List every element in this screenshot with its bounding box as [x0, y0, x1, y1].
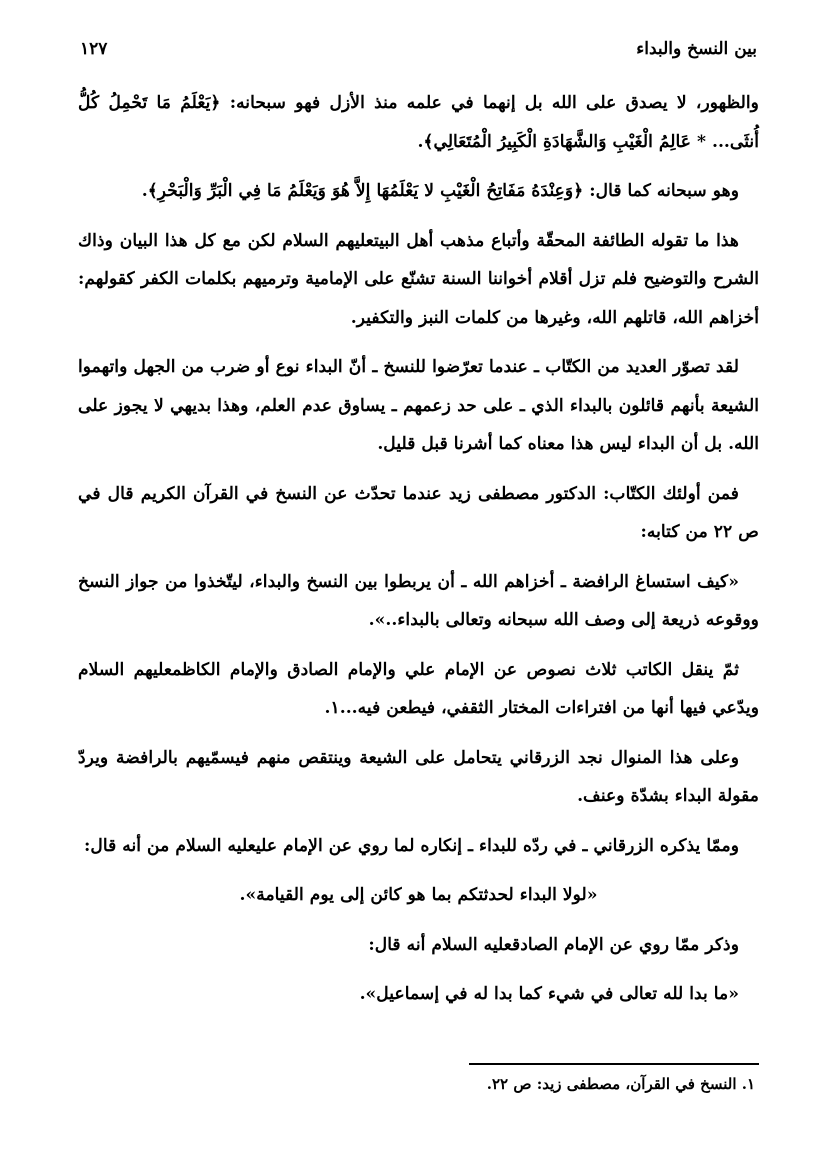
quote-1: «كيف استساغ الرافضة ـ أخزاهم الله ـ أن يربطوا بين النسخ والبداء، ليتّخذوا من جواز النسخ ووقوعه ذريعة إلى وصف الله سبحانه وتعالى بالبداء..».: [78, 571, 759, 630]
running-title: بين النسخ والبداء: [636, 39, 757, 59]
paragraph-3: هذا ما تقوله الطائفة المحقّة وأتباع مذهب أهل البيتعليهم السلام لكن مع كل هذا البيان وذاك الشرح والتوضيح فلم تزل أقلام أخواننا السنة تشنّع على الإمامية وترميهم بكلمات الكفر كقولهم: أخزاهم الله، قاتلهم الله، وغيرها من كلمات النبز والتكفير.: [78, 230, 759, 328]
footnote-divider: [469, 1063, 759, 1065]
main-text: [78, 84, 759, 1025]
paragraph-8: وممّا يذكره الزرقاني ـ في ردّه للبداء ـ إنكاره لما روي عن الإمام عليعليه السلام من أنه قال:: [84, 835, 739, 856]
quote-2: «لولا البداء لحدثتكم بما هو كائن إلى يوم القيامة».: [239, 885, 598, 905]
paragraph-4: لقد تصوّر العديد من الكتّاب ـ عندما تعرّضوا للنسخ ـ أنّ البداء نوع أو ضرب من الجهل واتهموا الشيعة بأنهم قائلون بالبداء الذي ـ على حد زعمهم ـ يساوق عدم العلم، وهذا بديهي لا يجوز على الله. بل أن البداء ليس هذا معناه كما أشرنا قبل قليل.: [78, 357, 759, 454]
paragraph-9: وذكر ممّا روي عن الإمام الصادقعليه السلام أنه قال:: [368, 934, 739, 955]
paragraph-1: والظهور، لا يصدق على الله بل إنهما في علمه منذ الأزل فهو سبحانه: ﴿يَعْلَمُ مَا تَحْمِلُ كُلُّ أُنثَى... * عَالِمُ الْغَيْبِ وَالشَّهَادَةِ الْكَبِيرُ الْمُتَعَالِي﴾.: [78, 93, 759, 152]
paragraph-5: فمن أولئك الكتّاب: الدكتور مصطفى زيد عندما تحدّث عن النسخ في القرآن الكريم قال في ص ٢٢ من كتابه:: [78, 483, 759, 542]
page-number: ١٢٧: [80, 39, 108, 59]
quote-3: «ما بدا لله تعالى في شيء كما بدا له في إسماعيل».: [359, 984, 739, 1004]
footnote: ١. النسخ في القرآن، مصطفى زيد: ص ٢٢.: [486, 1075, 755, 1093]
paragraph-2: وهو سبحانه كما قال: ﴿وَعِنْدَهُ مَفَاتِحُ الْغَيْبِ لا يَعْلَمُهَا إِلاَّ هُوَ وَيَعْلَمُ مَا فِي الْبَرِّ وَالْبَحْرِ﴾.: [141, 181, 739, 201]
paragraph-7: وعلى هذا المنوال نجد الزرقاني يتحامل على الشيعة وينتقص منهم فيسمّيهم بالرافضة ويردّ مقولة البداء بشدّة وعنف.: [78, 747, 759, 806]
paragraph-6: ثمّ ينقل الكاتب ثلاث نصوص عن الإمام علي والإمام الصادق والإمام الكاظمعليهم السلام ويدّعي فيها أنها من افتراءات المختار الثقفي، فيطعن فيه...١.: [78, 659, 759, 718]
running-header: [80, 34, 757, 64]
